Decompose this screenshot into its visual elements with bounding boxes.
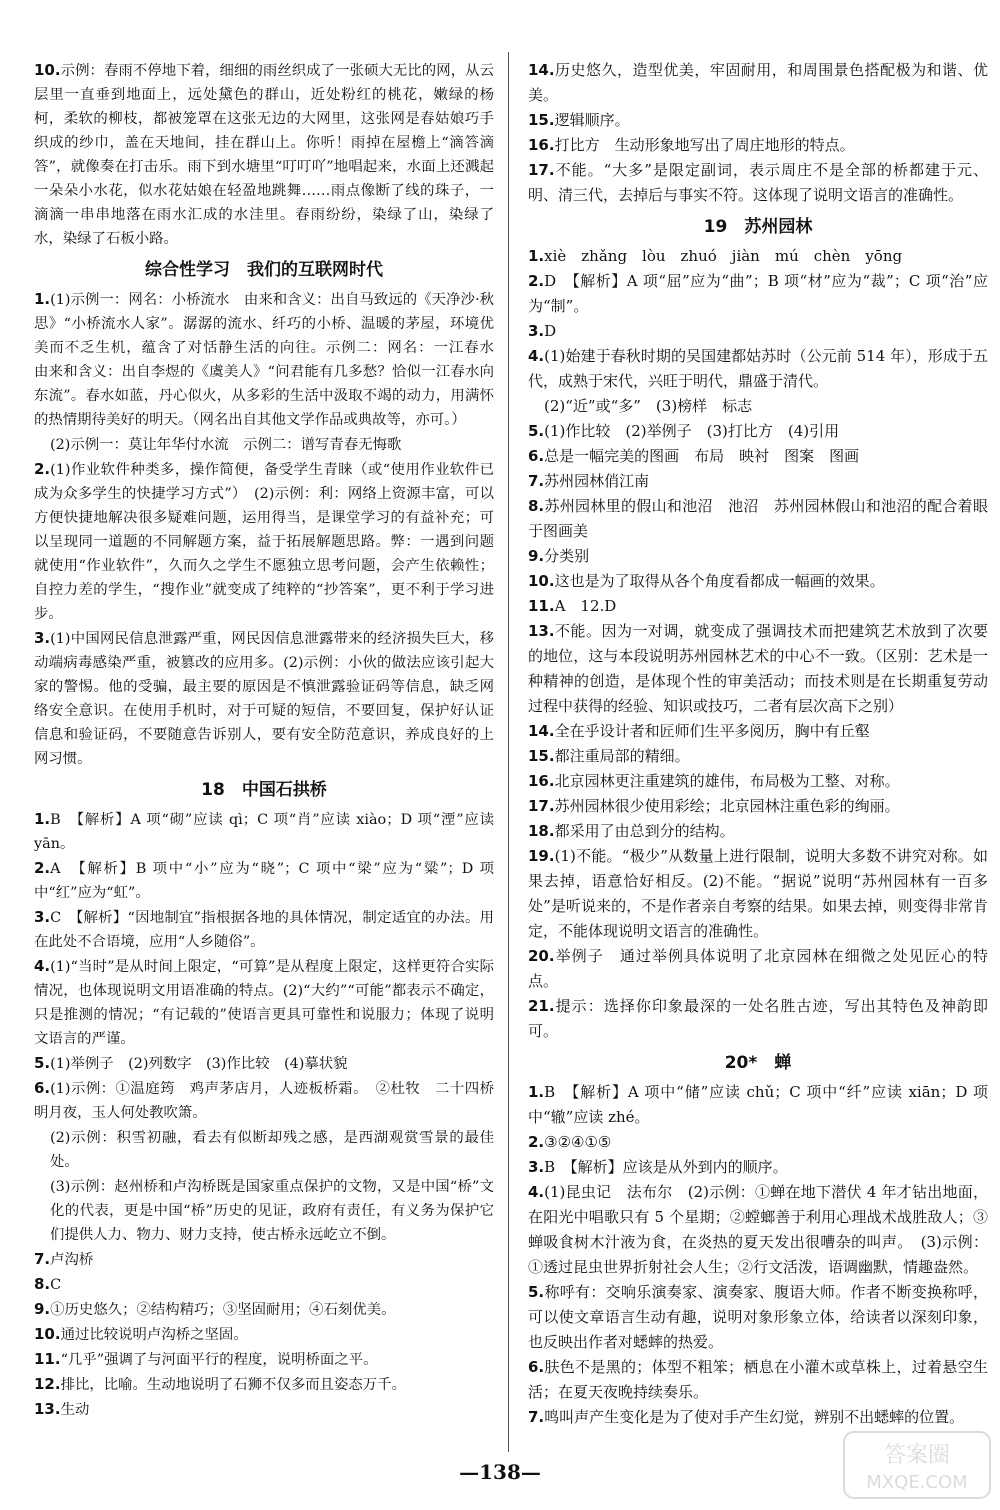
section-heading: 20* 蝉 [724,1053,792,1073]
answer-item [34,432,494,457]
item-number: 2. [528,272,545,290]
item-text: 北京园林更注重建筑的雄伟，布局极为工整、对称。 [554,772,900,790]
answer-item [34,1125,494,1174]
item-text: (1)举例子 (2)列数字 (3)作比较 (4)摹状貌 [50,1056,348,1072]
section-heading: 18 中国石拱桥 [201,780,327,800]
item-number: 4. [34,957,51,975]
item-text: 都采用了由总到分的结构。 [554,822,735,840]
answer-item [528,1180,988,1280]
watermark-logo [842,1430,992,1500]
answer-item [528,819,988,844]
item-number: 5. [528,422,545,440]
answer-item [528,244,988,269]
answer-item [34,1272,494,1297]
item-text: 打比方 生动形象地写出了周庄地形的特点。 [554,136,855,154]
item-number: 9. [34,1300,51,1318]
item-text: (1)“当时”是从时间上限定，“可算”是从程度上限定，这样更符合实际情况，也体现说明文用语准确的特点。(2)“大约”“可能”都表示不确定，只是推测的情况；“有记载的”使语言更具可靠性和说服力；体现了说明文语言的严谨。 [34,959,494,1047]
answer-item [528,594,988,619]
answer-item [528,419,988,444]
item-text: 卢沟桥 [50,1252,94,1268]
item-number: 11. [34,1350,61,1368]
item-text: 这也是为了取得从各个角度看都成一幅画的效果。 [554,572,885,590]
answer-item [34,905,494,954]
answer-item [34,1076,494,1125]
item-text: “几乎”强调了与河面平行的程度，说明桥面之平。 [60,1352,378,1368]
item-text: 提示：选择你印象最深的一处名胜古迹，写出其特色及神韵即可。 [528,997,988,1040]
answer-item [528,569,988,594]
item-number: 5. [528,1283,545,1301]
item-number: 3. [528,322,545,340]
answer-item [34,807,494,856]
item-text: (1)示例：①温庭筠 鸡声茅店月，人迹板桥霜。 ②杜牧 二十四桥明月夜，玉人何处教吹箫。 [34,1081,494,1121]
item-number: 16. [528,772,555,790]
item-text: 苏州园林很少使用彩绘；北京园林注重色彩的绚丽。 [554,797,900,815]
item-number: 2. [528,1133,545,1151]
right-column [528,58,988,1430]
answer-item [34,856,494,905]
item-text: (1)始建于春秋时期的吴国建都姑苏时（公元前 514 年），形成于五代，成熟于宋代，兴旺于明代，鼎盛于清代。 [528,347,988,390]
answer-item [34,1397,494,1422]
item-number: 15. [528,747,555,765]
item-text: (3)示例：赵州桥和卢沟桥既是国家重点保护的文物，又是中国“桥”文化的代表，更是中国“桥”历史的见证，政府有责任，有义务为保护它们提供人力、物力、财力支持，使古桥永远屹立不倒。 [50,1179,494,1243]
item-text: B 【解析】A 项中“储”应读 chǔ；C 项中“纤”应读 xiān；D 项中“辙”应读 zhé。 [528,1083,988,1126]
answer-item [34,287,509,432]
answer-item [34,626,494,771]
answer-item [528,158,988,208]
item-text: (2)示例：积雪初融，看去有似断却残之感，是西湖观赏雪景的最佳处。 [50,1130,494,1170]
item-number: 18. [528,822,555,840]
item-number: 12. [34,1375,61,1393]
answer-item [34,1174,494,1247]
answer-item [528,1130,988,1155]
answer-item [528,494,988,544]
answer-item [528,444,988,469]
answer-item [528,619,988,719]
item-text: 生动 [60,1402,90,1418]
item-number: 10. [34,1325,61,1343]
answer-item [34,954,494,1051]
item-text: D 【解析】A 项“屈”应为“曲”；B 项“材”应为“裁”；C 项“治”应为“制”。 [528,272,988,315]
item-number: 8. [34,1275,51,1293]
answer-item [528,1155,988,1180]
item-number: 6. [34,1079,51,1097]
item-text: (2)示例一：莫让年华付水流 示例二：谱写青春无悔歌 [50,437,402,453]
item-text: 示例：春雨不停地下着，细细的雨丝织成了一张硕大无比的网，从云层里一直垂到地面上，远处黛色的群山，近处粉红的桃花，嫩绿的杨柯，柔软的柳枝，都被笼罩在这张无边的大网里，这张网是春姑娘巧手织成的纱巾，盖在天地间，挂在群山上。你听！雨掉在屋檐上“滴答滴答”，就像奏在打击乐。雨下到水塘里“叮叮吖”地唱起来，水面上还溅起一朵朵小水花，似水花姑娘在轻盈地跳舞……雨点像断了线的珠子，一滴滴一串串地落在雨水汇成的水洼里。春雨纷纷，染绿了山，染绿了水，染绿了石板小路。 [34,63,494,247]
item-text: 都注重局部的精细。 [554,747,690,765]
item-text: B 【解析】应该是从外到内的顺序。 [544,1158,788,1176]
item-text: 逻辑顺序。 [554,111,630,129]
answer-item [528,469,988,494]
answer-item [528,269,988,319]
item-number: 6. [528,447,545,465]
answer-item [34,1347,494,1372]
item-text: 鸣叫声产生变化是为了使对手产生幻觉，辨别不出蟋蟀的位置。 [544,1408,965,1426]
column-divider [508,52,509,1452]
answer-item [528,58,988,108]
item-text: 分类别 [544,547,590,565]
item-number: 2. [34,460,51,478]
item-text: (1)作业软件种类多，操作简便，备受学生青睐（或“使用作业软件已成为众多学生的快捷学习方式”） (2)示例：利：网络上资源丰富，可以方便快捷地解决很多疑难问题，运用得当，是课堂学习的有益补充；可以呈现同一道题的不同解题方案，益于拓展解题思路。弊：一遇到问题就使用“作业软件”，久而久之学生不愿独立思考问题，会产生依赖性；自控力差的学生，“搜作业”就变成了纯粹的“抄答案”，更不利于学习进步。 [34,462,494,622]
item-text: B 【解析】A 项“砌”应读 qì；C 项“肖”应读 xiào；D 项“湮”应读 yān。 [34,812,494,852]
answer-item [528,794,988,819]
answer-item [528,108,988,133]
item-number: 20. [528,947,555,965]
item-text: 总是一幅完美的图画 布局 映衬 图案 图画 [544,447,860,465]
item-text: 举例子 通过举例具体说明了北京园林在细微之处见匠心的特点。 [528,947,988,990]
item-number: 8. [528,497,545,515]
answer-item [34,1322,494,1347]
item-number: 7. [34,1250,51,1268]
item-text: xiè zhǎng lòu zhuó jiàn mú chèn yōng [544,247,903,265]
section-heading: 19 苏州园林 [703,217,813,237]
item-number: 1. [34,290,51,308]
item-text: 不能。因为一对调，就变成了强调技术而把建筑艺术放到了次要的地位，这与本段说明苏州园林艺术的中心不一致。（区别：艺术是一种精神的创造，是体现个性的审美活动；而技术则是在长期重复劳动过程中获得的经验、知识或技巧，二者有层次高下之别） [528,622,988,715]
item-number: 17. [528,797,555,815]
item-number: 14. [528,722,555,740]
item-number: 11. [528,597,555,615]
item-number: 1. [528,1083,545,1101]
item-text: 苏州园林俏江南 [544,472,650,490]
item-number: 6. [528,1358,545,1376]
answer-item [528,1355,988,1405]
item-text: 排比，比喻。生动地说明了石狮不仅多而且姿态万千。 [60,1377,406,1393]
answer-item [528,719,988,744]
answer-item [528,744,988,769]
item-number: 16. [528,136,555,154]
item-text: C 【解析】“因地制宜”指根据各地的具体情况，制定适宜的办法。用在此处不合语境，应用“人乡随俗”。 [34,910,494,950]
item-number: 7. [528,1408,545,1426]
answer-item [34,1372,494,1397]
item-number: 21. [528,997,555,1015]
item-number: 1. [528,247,545,265]
answer-item [528,944,988,994]
item-number: 5. [34,1054,51,1072]
answer-item [528,544,988,569]
item-number: 2. [34,859,51,877]
item-number: 13. [528,622,555,640]
answer-item [528,994,988,1044]
item-number: 14. [528,61,555,79]
item-text: 通过比较说明卢沟桥之坚固。 [60,1327,248,1343]
item-text: (1)昆虫记 法布尔 (2)示例：①蝉在地下潜伏 4 年才钻出地面，在阳光中唱歌只有 5 个星期；②螳螂善于利用心理战术战胜敌人；③蝉吸食树木汁液为食，在炎热的夏天发出很嘈杂的叫声。 (3)示例：①透过昆虫世界折射社会人生；②行文活泼，语调幽默，情趣盎然。 [528,1183,988,1276]
item-number: 19. [528,847,555,865]
item-number: 1. [34,810,51,828]
answer-item [528,344,988,394]
answer-item [528,1080,988,1130]
answer-item [528,133,988,158]
answer-item [528,319,988,344]
answer-item [528,769,988,794]
section-heading: 综合性学习 我们的互联网时代 [145,260,383,280]
item-text: (1)示例一：网名：小桥流水 由来和含义：出自马致远的《天净沙·秋思》“小桥流水人家”。潺潺的流水、纤巧的小桥、温暖的茅屋，环境优美而不乏生机，蕴含了对恬静生活的向往。示例二：网名：一江春水 由来和含义：出自李煜的《虞美人》“问君能有几多愁？恰似一江春水向东流”。春水如蓝，丹心似火，从多彩的生活中汲取不竭的动力，用满怀的热情期待美好的明天。（网名出自其他文学作品或典故等，亦可。） [34,292,509,428]
item-text: D [544,322,557,340]
answer-item [34,1247,494,1272]
item-number: 7. [528,472,545,490]
item-text: 称呼有：交响乐演奏家、演奏家、腹语大师。作者不断变换称呼，可以使文章语言生动有趣，说明对象形象立体，给读者以深刻印象，也反映出作者对蟋蟀的热爱。 [528,1283,988,1351]
answer-item [34,58,494,251]
item-text: 不能。“大多”是限定副词，表示周庄不是全部的桥都建于元、明、清三代，去掉后与事实不符。这体现了说明文语言的准确性。 [528,161,988,204]
item-text: C [50,1277,62,1293]
item-text: A 【解析】B 项中“小”应为“晓”；C 项中“梁”应为“粱”；D 项中“红”应为“虹”。 [34,861,494,901]
item-text: (2)“近”或“多” (3)榜样 标志 [544,397,753,415]
item-number: 3. [34,629,51,647]
item-text: 全在乎设计者和匠师们生平多阅历，胸中有丘壑 [554,722,870,740]
answer-item [528,394,988,419]
item-number: 3. [528,1158,545,1176]
answer-item [34,1051,494,1076]
answer-item [34,1297,494,1322]
item-text: ③②④①⑤ [544,1133,612,1151]
item-number: 4. [528,1183,545,1201]
answer-item [34,457,494,626]
item-number: 15. [528,111,555,129]
svg-text:MXQE.COM: MXQE.COM [866,1472,968,1493]
answer-item [528,1405,988,1430]
item-number: 4. [528,347,545,365]
page-number: —138— [459,1460,541,1484]
item-text: 历史悠久，造型优美，牢固耐用，和周围景色搭配极为和谐、优美。 [528,61,988,104]
item-text: A 12.D [554,597,617,615]
item-text: ①历史悠久；②结构精巧；③坚固耐用；④石刻优美。 [50,1302,396,1318]
svg-text:答案圈: 答案圈 [883,1443,951,1468]
item-number: 10. [528,572,555,590]
item-number: 10. [34,61,61,79]
item-text: 苏州园林里的假山和池沼 池沼 苏州园林假山和池沼的配合着眼于图画美 [528,497,988,540]
item-number: 17. [528,161,555,179]
item-number: 13. [34,1400,61,1418]
item-number: 9. [528,547,545,565]
answer-item [528,844,988,944]
item-text: (1)作比较 (2)举例子 (3)打比方 (4)引用 [544,422,840,440]
answer-item [528,1280,988,1355]
left-column [34,58,509,1422]
item-text: (1)中国网民信息泄露严重，网民因信息泄露带来的经济损失巨大，移动端病毒感染严重，被篡改的应用多。(2)示例：小伙的做法应该引起大家的警惕。他的受骗，最主要的原因是不慎泄露验证码等信息，缺乏网络安全意识。在使用手机时，对于可疑的短信，不要回复，保护好认证信息和验证码，不要随意告诉别人，要有安全防范意识，养成良好的上网习惯。 [34,631,494,767]
item-text: 肤色不是黑的；体型不粗笨；栖息在小灌木或草株上，过着悬空生活；在夏天夜晚持续奏乐。 [528,1358,988,1401]
item-text: (1)不能。“极少”从数量上进行限制，说明大多数不讲究对称。如果去掉，语意恰好相反。(2)不能。“据说”说明“苏州园林有一百多处”是听说来的，不是作者亲自考察的结果。如果去掉，则变得非常肯定，不能体现说明文语言的准确性。 [528,847,988,940]
item-number: 3. [34,908,51,926]
